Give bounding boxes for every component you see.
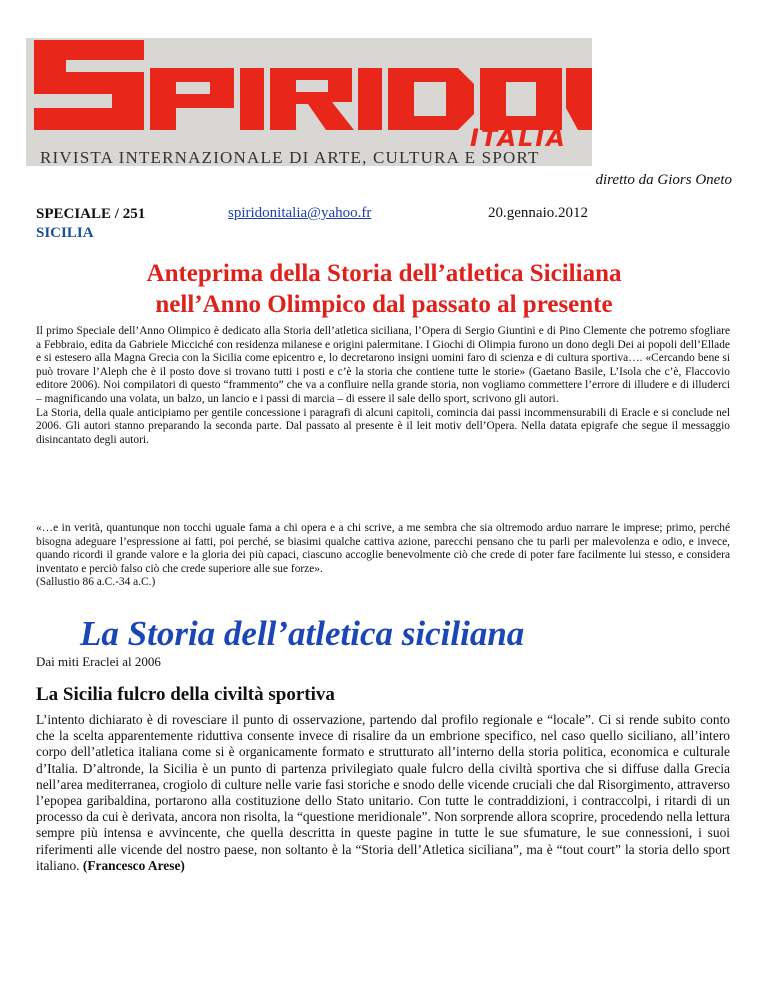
intro-text xyxy=(36,325,730,447)
logo-italia-text: ITALIA xyxy=(470,124,567,148)
section-subtitle: Dai miti Eraclei al 2006 xyxy=(36,654,161,669)
epigraph xyxy=(36,522,730,590)
email-link[interactable]: spiridonitalia@yahoo.fr xyxy=(228,205,372,221)
issue-region: SICILIA xyxy=(36,225,94,241)
section-body-text: L’intento dichiarato è di rovesciare il punto di osservazione, partendo dal profilo regionale e “locale”. Ci si rende subito conto che la scelta apparentemente riduttiva consente invece di risalire da un embrione specifico, nel caso quello siciliano, all’intero corpo dell’atletica italiana come si è organicamente formato e strutturato all’interno della storia politica, economica e culturale d’Italia. D’altronde, la Sicilia è un punto di partenza privilegiato quale fulcro della civiltà sportiva che si diffuse dalla Grecia nell’area mediterranea, crogiolo di culture nelle varie fasi storiche e snodo delle vicende cruciali che dal Risorgimento, attraverso l’epopea garibaldina, portarono alla costituzione dello Stato unitario. Con tutte le contraddizioni, i contraccolpi, i ritardi di un processo da cui è derivata, ancora non risolta, la “questione meridionale”. Non sorprende allora scoprire, procedendo nella lettura sempre più intensa e avvincente, che quella descritta in queste pagine in tutte le sue sfumature, le sue connessioni, i suoi riferimenti alle vicende del nostro paese, non soltanto è la “Storia dell’Atletica siciliana”, ma è “tout court” la storia dello sport italiano. xyxy=(36,712,730,873)
section-author: (Francesco Arese) xyxy=(82,857,185,873)
spiridon-logo xyxy=(26,38,592,148)
issue-info xyxy=(36,205,145,243)
headline-line-1: Anteprima della Storia dell’atletica Siciliana xyxy=(146,260,622,287)
epigraph-text: «…e in verità, quantunque non tocchi uguale fama a chi opera e a chi scrive, a me sembra che sia oltremodo arduo narrare le imprese; primo, perché bisogna adeguare l’espressione ai fatti, poi perché, se biasimi qualche cattiva azione, parecchi pensano che tu parli per malevolenza e odio, e invece, quando ricordi il grande valore e la gloria dei più capaci, ciascuno accoglie benevolmente ciò che crede di poter fare facilmente lui stesso, e considera inventato e perciò falso ciò che crede superiore alle sue forze». xyxy=(36,522,730,575)
section-title: La Storia dell’atletica siciliana xyxy=(80,614,525,653)
masthead-tagline: RIVISTA INTERNAZIONALE DI ARTE, CULTURA E SPORT xyxy=(40,148,540,167)
section-heading: La Sicilia fulcro della civiltà sportiva xyxy=(36,684,335,705)
main-headline xyxy=(0,258,768,320)
issue-number: SPECIALE / 251 xyxy=(36,206,146,222)
issue-date: 20.gennaio.2012 xyxy=(488,205,588,221)
intro-paragraph: Il primo Speciale dell’Anno Olimpico è dedicato alla Storia dell’atletica siciliana, l’Opera di Sergio Giuntini e di Pino Clemente che potremo sfogliare a Febbraio, edita da Gabriele Micciché con residenza milanese e origini palermitane. I Giochi di Olimpia furono un dono degli Dei ai popoli dell’Ellade e si estesero alla Magna Grecia con la Sicilia come epicentro e, lo decretarono insigni uomini faro di scienza e di cultura sportiva…. «Cercando bene si può trovare l’Aleph che è il posto dove si trovano tutti i posti e c’è la storia che contiene tutte le storie» (Gaetano Basile, L’Isola che c’è, Flaccovio editore 2006). Noi compilatori di questo “frammento” che va a confluire nella grande storia, non vogliamo commettere l’errore di illudere e di illuderci – magnificando una volata, un balzo, un lancio e i passi di marcia – di essere il sale dello sport, scrivono gli autori. xyxy=(36,325,730,405)
masthead xyxy=(26,38,592,172)
headline-line-2: nell’Anno Olimpico dal passato al presente xyxy=(155,291,613,318)
intro-paragraph-2: La Storia, della quale anticipiamo per gentile concessione i paragrafi di alcuni capitoli, comincia dai passi incommensurabili di Eracle e si conclude nel 2006. Gli autori stanno preparando la seconda parte. Dal passato al presente è il leit motiv dell’Opera. Nella datata epigrafe che segue il messaggio disincantato degli autori. xyxy=(36,406,730,446)
epigraph-source: (Sallustio 86 a.C.-34 a.C.) xyxy=(36,576,156,589)
section-body xyxy=(36,712,730,874)
director-credit: diretto da Giors Oneto xyxy=(595,172,732,188)
